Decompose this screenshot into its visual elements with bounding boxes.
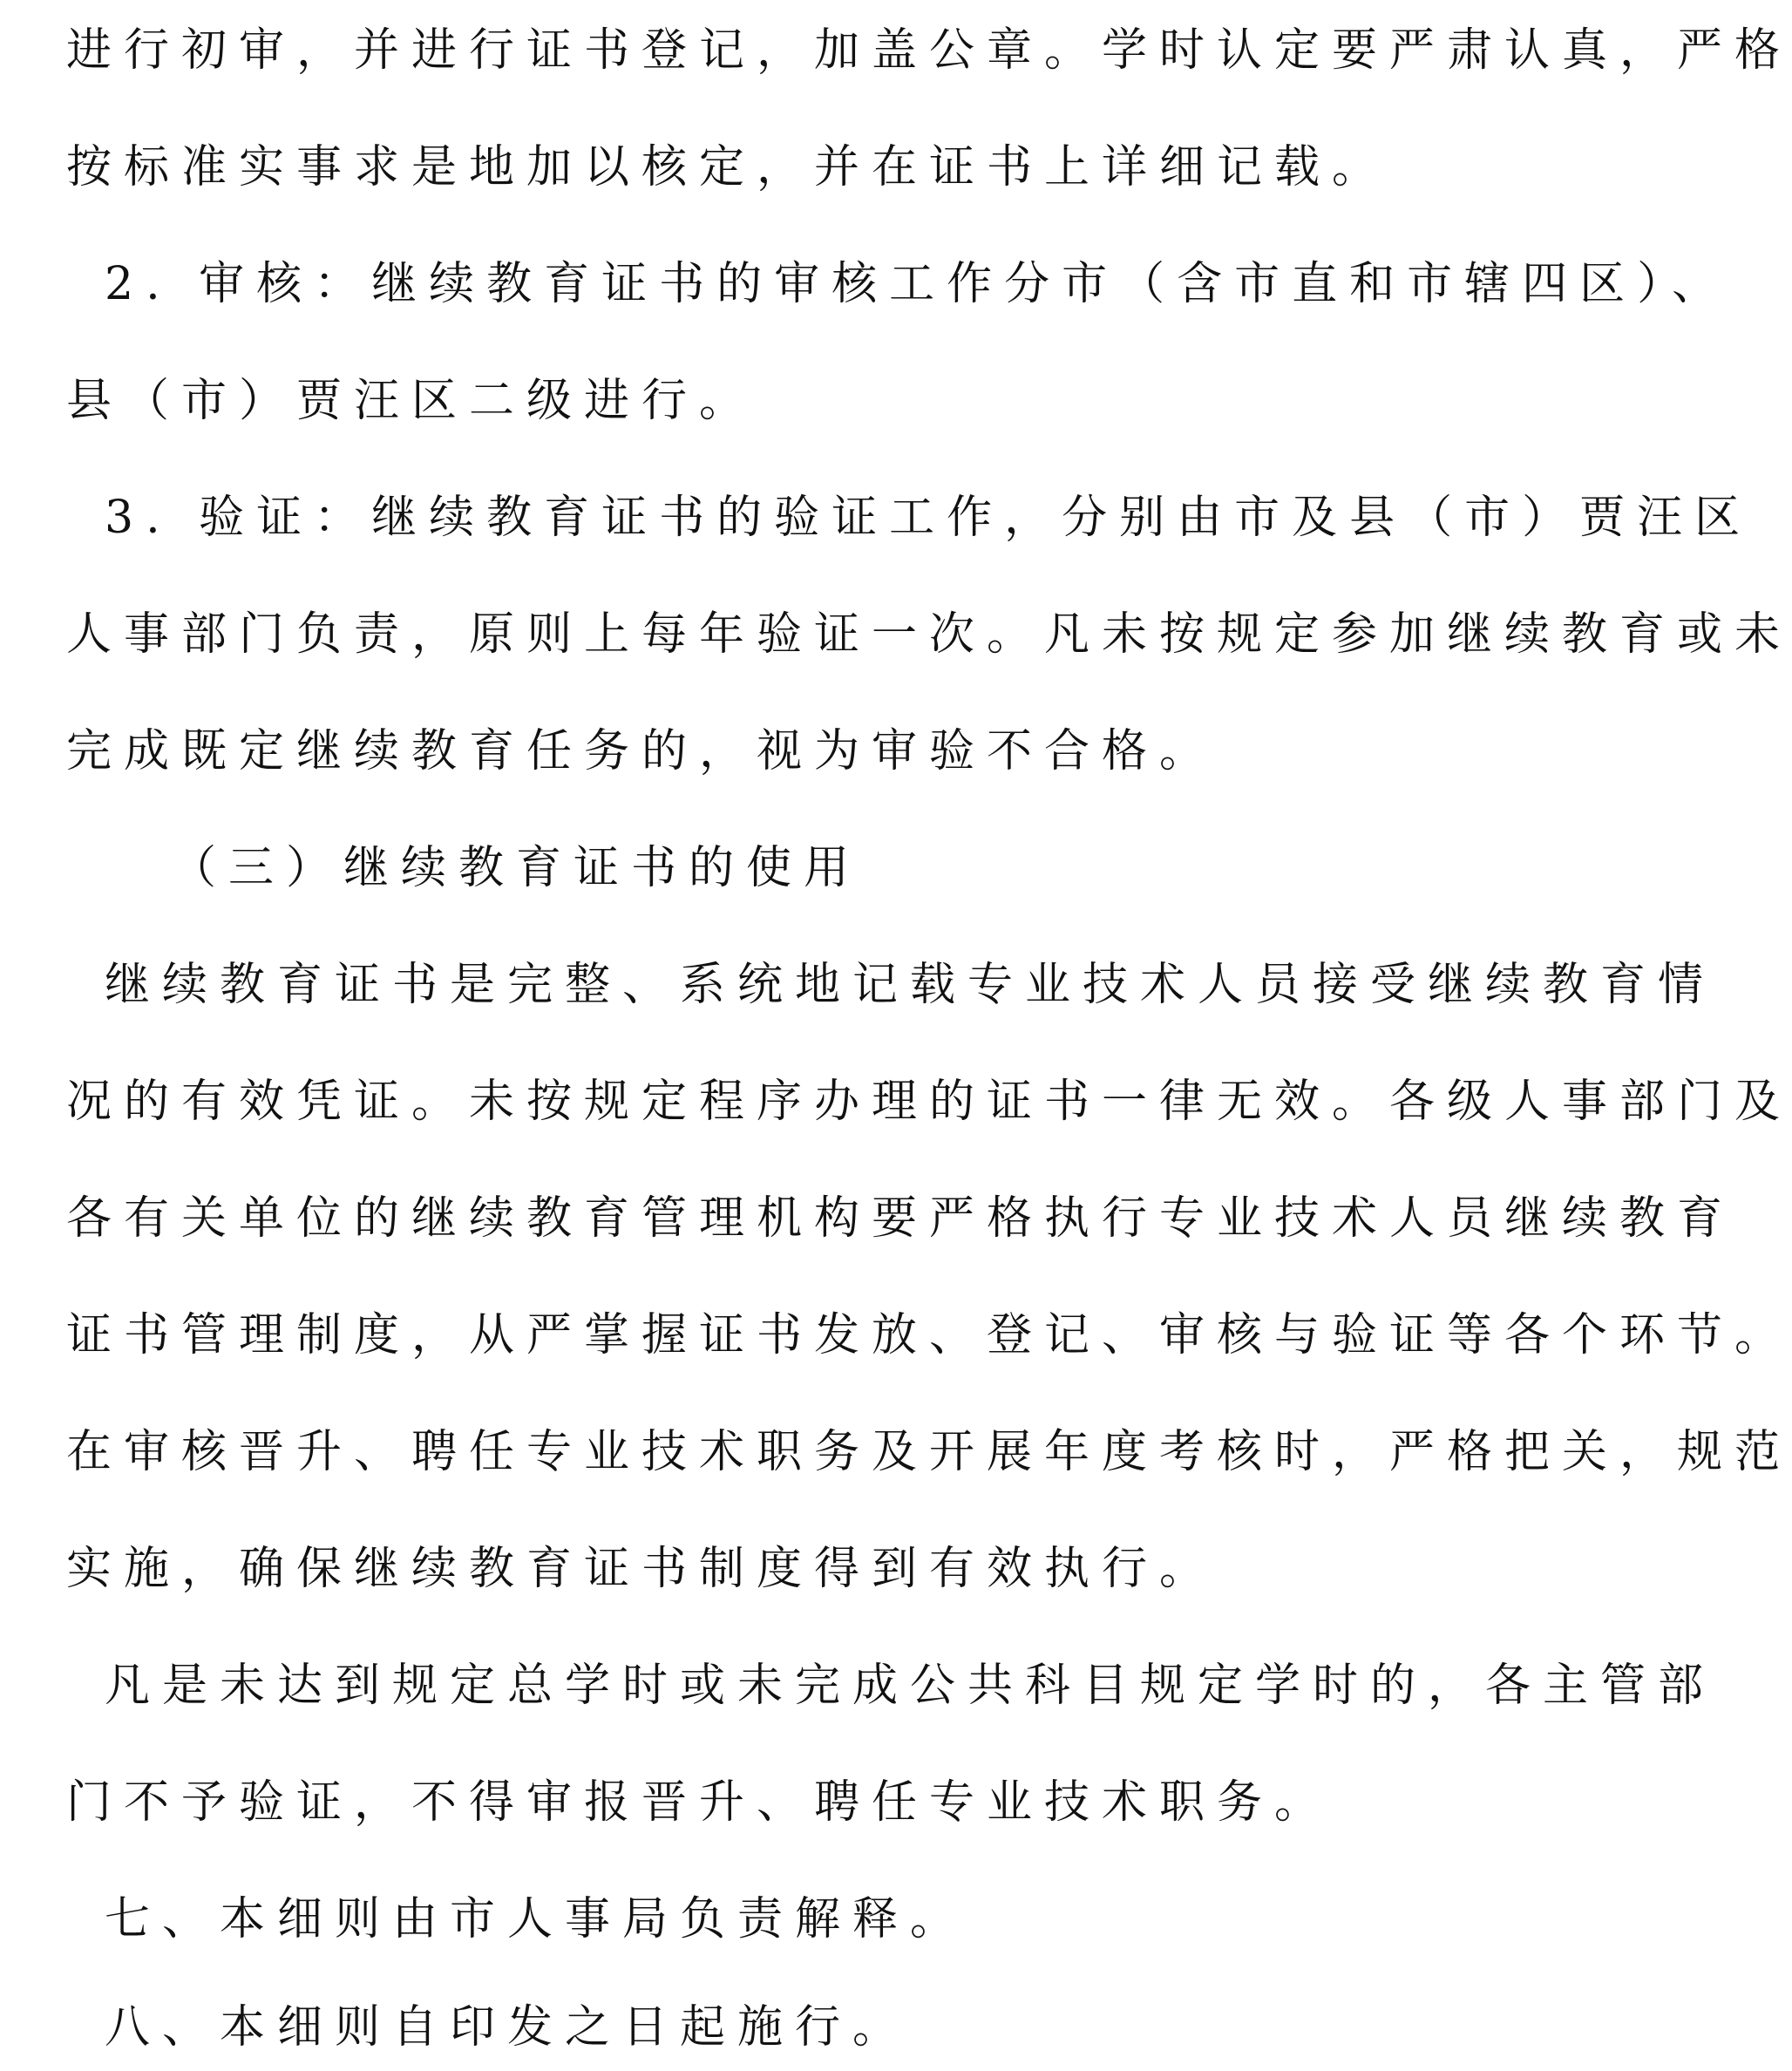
text-line-1: 进行初审，并进行证书登记，加盖公章。学时认定要严肃认真，严格: [66, 24, 1792, 77]
section-heading-certificate-use: （三）继续教育证书的使用: [171, 842, 862, 894]
text-line-16: 门不予验证，不得审报晋升、聘任专业技术职务。: [66, 1776, 1333, 1829]
text-line-5-verification: 3. 验证：继续教育证书的验证工作，分别由市及县（市）贾汪区: [105, 492, 1753, 544]
text-line-13: 在审核晋升、聘任专业技术职务及开展年度考核时，严格把关，规范: [66, 1426, 1792, 1478]
text-line-11: 各有关单位的继续教育管理机构要严格执行专业技术人员继续教育: [66, 1192, 1735, 1245]
text-line-4: 县（市）贾汪区二级进行。: [66, 375, 757, 427]
text-line-6: 人事部门负责，原则上每年验证一次。凡未按规定参加继续教育或未: [66, 608, 1792, 661]
text-line-7: 完成既定继续教育任务的，视为审验不合格。: [66, 725, 1218, 777]
text-line-10: 况的有效凭证。未按规定程序办理的证书一律无效。各级人事部门及: [66, 1076, 1792, 1128]
text-line-3-review: 2. 审核：继续教育证书的审核工作分市（含市直和市辖四区）、: [105, 258, 1730, 310]
text-line-14: 实施，确保继续教育证书制度得到有效执行。: [66, 1543, 1218, 1595]
text-line-2: 按标准实事求是地加以核定，并在证书上详细记载。: [66, 141, 1390, 194]
text-line-15: 凡是未达到规定总学时或未完成公共科目规定学时的，各主管部: [105, 1660, 1716, 1712]
text-line-9: 继续教育证书是完整、系统地记载专业技术人员接受继续教育情: [105, 959, 1716, 1011]
text-line-12: 证书管理制度，从严掌握证书发放、登记、审核与验证等各个环节。: [66, 1309, 1792, 1361]
article-eight: 八、本细则自印发之日起施行。: [105, 2001, 911, 2054]
article-seven: 七、本细则由市人事局负责解释。: [105, 1893, 968, 1945]
